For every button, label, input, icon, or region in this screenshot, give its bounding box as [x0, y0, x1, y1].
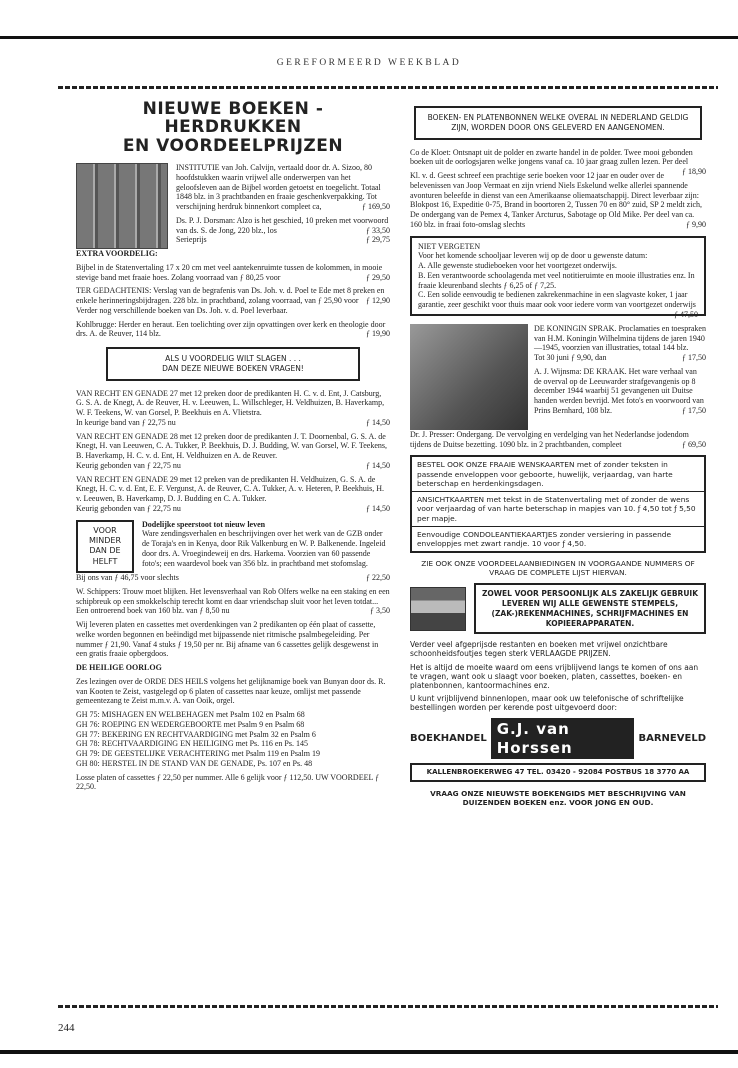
speerstoot-text: Dodelijke speerstoot tot nieuw leven Ware zendingsverhalen en beschrijvingen over het werk van de GZB onder de Toraja's en in Kenya, door Rik Valkenburg en W. P. Balkenende. Ingeleid door drs. A. Vroegindeweij en drs. Harkema. Voorzien van 60 passende foto's; een waardevol boek van 356 blz. in prachtband met stofomslag. — [142, 519, 386, 568]
niet-vergeten-box: NIET VERGETEN Voor het komende schooljaar leveren wij op de door u gewenste datum: A. Alle gewenste studieboeken voor het voortgezet onderwijs. B. Een verantwoorde schoolagenda met veel notitieruimte en mooie illustraties enz. In fraaie kleurenband slechts ƒ 6,25 of ƒ 7,25. C. Een solide eenvoudig te bedienen zakrekenmachine in een slagvaste koker, 1 jaar garantie, zeer geschikt voor thuis maar ook voor iedere vorm van voortgezet onderwijs ƒ 47,50 — [410, 236, 706, 316]
bottom-rule — [0, 1050, 738, 1054]
dorsman-text: Ds. P. J. Dorsman: Alzo is het geschied, 10 preken met voorwoord van ds. S. de Jong, 220 blz., los ƒ 33,50 Serieprijs ƒ 29,75 — [176, 215, 390, 245]
koningin-block — [410, 324, 706, 430]
top-rule — [0, 36, 738, 39]
zie-ook-text: ZIE OOK ONZE VOORDEELAANBIEDINGEN IN VOORGAANDE NUMMERS OF VRAAG DE COMPLETE LIJST HIERVAN. — [421, 559, 695, 578]
gedachtenis-text: TER GEDACHTENIS: Verslag van de begrafenis van Ds. Joh. v. d. Poel te Ede met 8 preken en enkele herinneringsbijdragen. 228 blz. in prachtband, zolang voorraad, van ƒ 25,90 voor ƒ 12,90 Verder nog verschillende boeken van Ds. Joh. v. d. Poel leverbaar. — [76, 286, 390, 315]
institutie-block — [76, 163, 390, 249]
kloet-text: Co de Kloet: Ontsnapt uit de polder en zwarte handel in de polder. Twee mooi gebonden boeken uit de oorlogsjaren welke jongens vanaf ca. 10 jaar graag zullen lezen. Per deel ƒ 18,90 — [410, 147, 706, 176]
oorlog-text: Zes lezingen over de ORDE DES HEILS volgens het gelijknamige boek van Bunyan door ds. R. van Kooten te Zeist, vastgelegd op 6 platen of cassettes naar keuze, omlijst met passende gemeentezang te Zeist m.m.v. A. van Ooik, orgel. — [76, 676, 386, 706]
zowel-box: ZOWEL VOOR PERSOONLIJK ALS ZAKELIJK GEBRUIK LEVEREN WIJ ALLE GEWENSTE STEMPELS, (ZAK-)REKENMACHINES, SCHRIJFMACHINES EN KOPIEERAPPARATEN. — [474, 583, 706, 634]
zowel-block — [410, 583, 706, 634]
gh-item: GH 75: MISHAGEN EN WELBEHAGEN met Psalm 102 en Psalm 68 — [76, 710, 305, 720]
gh-item: GH 76: ROEPING EN WEDERGEBOORTE met Psalm 9 en Psalm 68 — [76, 719, 305, 729]
right-column — [410, 100, 706, 808]
recht27-text: VAN RECHT EN GENADE 27 met 12 preken door de predikanten H. C. v. d. Ent, J. Catsburg, G. S. A. de Knegt, A. de Reuver, H. v. Leeuwen, L. Willschleger, H. Veldhuizen, B. Haverkamp, W. F. Teekens, W. van Gorsel, P. Beekhuis en A. Vlietstra. In keurige band van ƒ 22,75 nu ƒ 14,50 — [76, 388, 390, 427]
page-number: 244 — [58, 1022, 75, 1034]
top-border — [58, 86, 718, 89]
kraak-text: A. J. Wijnsma: DE KRAAK. Het ware verhaal van de overval op de Leeuwarder strafgevangenis op 8 december 1944 waarbij 51 gevangenen uit Duitse handen werden bevrijd. Met foto's en voorwoord van Prins Bernhard, 108 blz. ƒ 17,50 — [534, 366, 706, 415]
main-title: NIEUWE BOEKEN - HERDRUKKEN EN VOORDEELPRIJZEN — [122, 99, 344, 156]
bonnen-box: BOEKEN- EN PLATENBONNEN WELKE OVERAL IN NEDERLAND GELDIG ZIJN, WORDEN DOOR ONS GELEVERD EN AANGENOMEN. — [414, 106, 702, 140]
schippers-text: W. Schippers: Trouw moet blijken. Het levensverhaal van Rob Olfers welke na een staking en een schipbreuk op een smokkelschip terecht komt en daar vriendschap sluit voor het leven totdat... Een ontroerend boek van 160 blz. van ƒ 8,50 nu ƒ 3,50 — [76, 586, 390, 616]
verder-text: Verder veel afgeprijsde restanten en boeken met vrijwel onzichtbare schoonheidsfoutjes tegen sterk VERLAAGDE PRIJZEN. — [410, 640, 668, 659]
institutie-text: INSTITUTIE van Joh. Calvijn, vertaald door dr. A. Sizoo, 80 hoofdstukken waarin vrijwel alle onderwerpen van het geloofsleven aan de Bijbel worden getoetst en toegelicht. Totaal 1848 blz. in 3 prachtbanden en fraaie geschenkverpakking. Tot verschijning herdruk binnenkort compleet ca, ƒ 169,50 — [176, 163, 390, 212]
moeite-text: Het is altijd de moeite waard om eens vrijblijvend langs te komen of ons aan te vragen, want ook u slaagt voor boeken, platen, cassettes, boeken- en platenbonnen, kantoormachines enz. — [410, 662, 699, 690]
extra-text: Bijbel in de Statenvertaling 17 x 20 cm met veel aantekenruimte tussen de kolommen, in mooie stevige band met fraaie hoes. Zolang voorraad van ƒ 80,25 voor ƒ 29,50 — [76, 262, 390, 282]
speerstoot-price-line: Bij ons van ƒ 46,75 voor slechts ƒ 22,50 — [76, 573, 390, 583]
vraag-text: VRAAG ONZE NIEUWSTE BOEKENGIDS MET BESCHRIJVING VAN DUIZENDEN BOEKEN enz. VOOR JONG EN OUD. — [430, 788, 686, 807]
extra-heading: EXTRA VOORDELIG: — [76, 249, 158, 259]
shop-logo: BOEKHANDEL G.J. van Horssen BARNEVELD — [410, 718, 706, 759]
left-column — [76, 100, 390, 796]
kaarten-box: BESTEL OOK ONZE FRAAIE WENSKAARTEN met of zonder teksten in passende enveloppen voor geboorte, huwelijk, verjaardag, van harte beterschap en herdenkingsdagen. ANSICHTKAARTEN met tekst in de Statenvertaling met of zonder de wens voor verjaardag of van harte beterschap in mapjes van 10. ƒ 4,50 tot ƒ 5,50 per mapje. Eenvoudige CONDOLEANTIEKAARTJES zonder versiering in passende enveloppjes met zwart randje. 10 voor ƒ 4,50. — [410, 455, 706, 553]
gh-item: GH 77: BEKERING EN RECHTVAARDIGING met Psalm 32 en Psalm 6 — [76, 729, 316, 739]
slagen-box: ALS U VOORDELIG WILT SLAGEN . . . DAN DEZE NIEUWE BOEKEN VRAGEN! — [106, 347, 360, 381]
geest-text: Kl. v. d. Geest schreef een prachtige serie boeken voor 12 jaar en ouder over de belevenissen van Joop Vermaat en zijn vriend Niels Eskelund welke allerlei spannende avonturen beleefde in dienst van een Amerikaanse oliemaatschappij. Direct leverbaar zijn: Blokpost 16, Expeditie 0-75, Brand in boortoren 2, Tussen 70 en 80° zuid, SP 2 meldt zich, De ondergang van de Pemex 4, Tanker Arcturus, Sabotage op Old Mike. Per deel van ca. 160 blz. in fraai foto-omslag slechts ƒ 9,90 — [410, 171, 706, 229]
kohlbrugge-text: Kohlbrugge: Herder en heraut. Een toelichting over zijn opvattingen over kerk en theologie door drs. A. de Reuver, 114 blz. ƒ 19,90 — [76, 319, 390, 339]
binnenlopen-text: U kunt vrijblijvend binnenlopen, maar ook uw telefonische of schriftelijke bestellingen worden per kerende post uitgevoerd door: — [410, 694, 684, 713]
bottom-border — [58, 1005, 718, 1008]
gh-list — [76, 710, 390, 769]
recht28-text: VAN RECHT EN GENADE 28 met 12 preken door de predikanten J. T. Doornenbal, G. S. A. de Knegt, H. van Leeuwen, C. A. Tukker, P. Beekhuis, D. J. Budding, W. van Gorsel, W. F. Teekens, B. Haverkamp, H. C. v. d. Ent, H. Veldhuizen en A. de Reuver. Keurig gebonden van ƒ 22,75 nu ƒ 14,50 — [76, 431, 390, 470]
recht29-text: VAN RECHT EN GENADE 29 met 12 preken van de predikanten H. Veldhuizen, G. S. A. de Knegt, H. C. v. d. Ent, E. F. Vergunst, A. de Reuver, C. A. Tukker, A. v. Heteren, P. Beekhuis, H. v. Leeuwen, B. Haverkamp, D. J. Budding en C. A. Tukker. Keurig gebonden van ƒ 22,75 nu ƒ 14,50 — [76, 474, 390, 513]
address-box: KALLENBROEKERWEG 47 TEL. 03420 - 92084 POSTBUS 18 3770 AA — [410, 763, 706, 782]
gh-item: GH 79: DE GEESTELIJKE VERACHTERING met Psalm 119 en Psalm 19 — [76, 749, 320, 759]
queen-photo — [410, 324, 528, 430]
books-image — [76, 163, 168, 249]
page-header: GEREFORMEERD WEEKBLAD — [276, 58, 462, 68]
oorlog-heading: DE HEILIGE OORLOG — [76, 663, 162, 673]
losse-text: Losse platen of cassettes ƒ 22,50 per nummer. Alle 6 gelijk voor ƒ 112,50. UW VOORDEEL ƒ 22,50. — [76, 772, 380, 792]
presser-text: Dr. J. Presser: Ondergang. De vervolging en verdelging van het Nederlandse jodendom tijdens de Duitse bezetting. 1090 blz. in 2 prachtbanden, compleet ƒ 69,50 — [410, 429, 706, 449]
koningin-text: DE KONINGIN SPRAK. Proclamaties en toespraken van H.M. Koningin Wilhelmina tijdens de jaren 1940—1945, voorzien van illustraties, totaal 144 blz. Tot 30 juni ƒ 9,90, dan ƒ 17,50 — [534, 323, 706, 362]
helft-box: VOOR MINDER DAN DE HELFT — [76, 520, 134, 574]
gh-item: GH 78: RECHTVAARDIGING EN HEILIGING met Ps. 116 en Ps. 145 — [76, 739, 308, 749]
gh-item: GH 80: HERSTEL IN DE STAND VAN DE GENADE, Ps. 107 en Ps. 48 — [76, 758, 313, 768]
stamp-machine-icon — [410, 587, 466, 631]
speerstoot-block — [76, 520, 390, 574]
platen-text: Wij leveren platen en cassettes met overdenkingen van 2 predikanten op één plaat of cassette, welke worden begonnen en beëindigd met bijpassende niet ritmische psalmbegeleiding. Per nummer ƒ 21,90. Vanaf 4 stuks ƒ 19,50 per nr. Bij afname van 6 cassettes gelijk desgewenst in een gratis fraaie opbergdoos. — [76, 620, 379, 659]
